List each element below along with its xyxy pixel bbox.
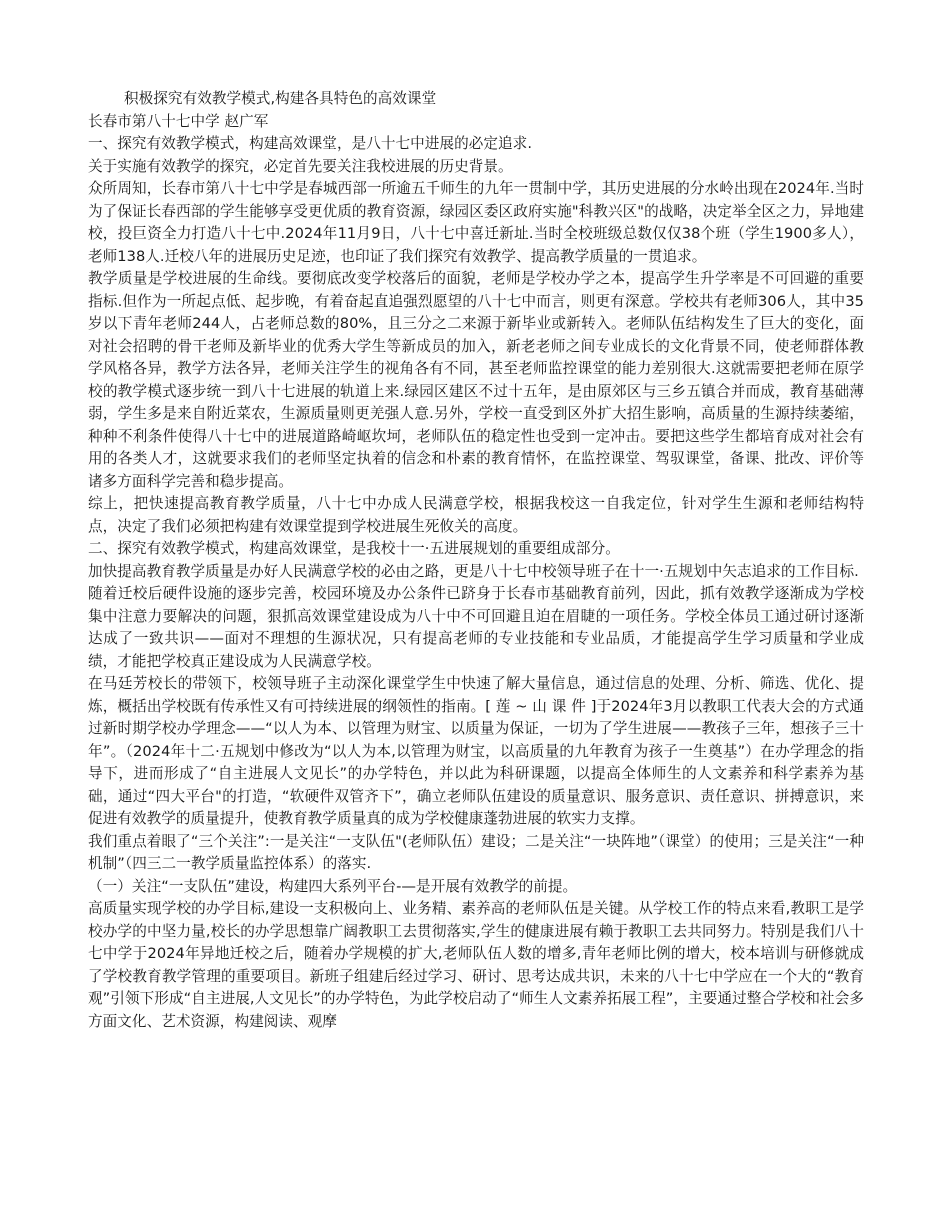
paragraph: 高质量实现学校的办学目标,建设一支积极向上、业务精、素养高的老师队伍是关键。从学校工作的特点来看,教职工是学校办学的中坚力量,校长的办学思想靠广阔教职工去贯彻落实,学生的健康进展有赖于教职工去共同努力。特别是我们八十七中学于2024年异地迁校之后，随着办学规模的扩大,老师队伍人数的增多,青年老师比例的增大，校本培训与研修就成了学校教育教学管理的重要项目。新班子组建后经过学习、研讨、思考达成共识，未来的八十七中学应在一个大的“教育观”引领下形成“自主进展,人文见长”的办学特色，为此学校启动了“师生人文素养拓展工程”，主要通过整合学校和社会多方面文化、艺术资源，构建阅读、观摩	[88, 900, 864, 1030]
document-byline: 长春市第八十七中学 赵广军	[88, 112, 269, 130]
paragraph: 我们重点着眼了“三个关注”:一是关注“一支队伍"(老师队伍）建设；二是关注“一块阵地”（课堂）的使用；三是关注“一种机制”（四三二一教学质量监控体系）的落实.	[88, 832, 864, 872]
paragraph: 综上，把快速提高教育教学质量，八十七中办成人民满意学校，根据我校这一自我定位，针对学生生源和老师结构特点，决定了我们必须把构建有效课堂提到学校进展生死攸关的高度。	[88, 495, 864, 535]
paragraph: 二、探究有效教学模式，构建高效课堂，是我校十一·五进展规划的重要组成部分。	[88, 540, 620, 557]
paragraph: 加快提高教育教学质量是办好人民满意学校的必由之路，更是八十七中校领导班子在十一·五规划中矢志追求的工作目标.	[88, 562, 859, 580]
document-page	[88, 88, 864, 1033]
paragraph: 关于实施有效教学的探究，必定首先要关注我校进展的历史背景。	[88, 157, 513, 175]
paragraph: （一）关注“一支队伍”建设，构建四大系列平台-—是开展有效教学的前提。	[88, 877, 578, 895]
paragraph: 教学质量是学校进展的生命线。要彻底改变学校落后的面貌，老师是学校办学之本，提高学生升学率是不可回避的重要指标.但作为一所起点低、起步晚，有着奋起直追强烈愿望的八十七中而言，则更有深意。学校共有老师306人，其中35岁以下青年老师244人，占老师总数的80%，且三分之二来源于新毕业或新转入。老师队伍结构发生了巨大的变化，面对社会招聘的骨干老师及新毕业的优秀大学生等新成员的加入，新老老师之间专业成长的文化背景不同，使老师群体教学风格各异，教学方法各异，老师关注学生的视角各有不同，甚至老师监控课堂的能力差别很大.这就需要把老师在原学校的教学模式逐步统一到八十七进展的轨道上来.绿园区建区不过十五年，是由原郊区与三乡五镇合并而成，教育基础薄弱，学生多是来自附近菜农，生源质量则更羌强人意.另外，学校一直受到区外扩大招生影响，高质量的生源持续萎缩，种种不利条件使得八十七中的进展道路崎岖坎坷，老师队伍的稳定性也受到一定冲击。要把这些学生都培育成对社会有用的各类人才，这就要求我们的老师坚定执着的信念和朴素的教育情怀，在监控课堂、驾驭课堂，备课、批改、评价等诸多方面科学完善和稳步提高。	[88, 270, 864, 490]
paragraph: 众所周知，长春市第八十七中学是春城西部一所逾五千师生的九年一贯制中学，其历史进展的分水岭出现在2024年.当时为了保证长春西部的学生能够享受更优质的教育资源，绿园区委区政府实施"科教兴区"的战略，决定举全区之力，异地建校，投巨资全力打造八十七中.2024年11月9日，八十七中喜迁新址.当时全校班级总数仅仅38个班（学生1900多人），老师138人.迁校八年的进展历史足迹，也印证了我们探究有效教学、提高教学质量的一贯追求。	[88, 180, 864, 265]
paragraph: 随着迁校后硬件设施的逐步完善，校园环境及办公条件已跻身于长春市基础教育前列，因此，抓有效教学逐渐成为学校集中注意力要解决的问题，狠抓高效课堂建设成为八十中不可回避且迫在眉睫的一项任务。学校全体员工通过研讨逐渐达成了一致共识——面对不理想的生源状况，只有提高老师的专业技能和专业品质，才能提高学生学习质量和学业成绩，才能把学校真正建设成为人民满意学校。	[88, 585, 864, 670]
paragraph: 在马廷芳校长的带领下，校领导班子主动深化课堂学生中快速了解大量信息，通过信息的处理、分析、筛选、优化、提炼，概括出学校既有传承性又有可持续进展的纲领性的指南。[ 莲 ~ 山 课 件 ]于2024年3月以教职工代表大会的方式通过新时期学校办学理念——“以人为本、以管理为财宝、以质量为保证，一切为了学生进展——教孩子三年，想孩子三十年”。（2024年十二·五规划中修改为“以人为本,以管理为财宝，以高质量的九年教育为孩子一生奠基”）在办学理念的指导下，进而形成了“自主进展人文见长”的办学特色，并以此为科研课题，以提高全体师生的人文素养和科学素养为基础，通过“四大平台"的打造，“软硬件双管齐下”，确立老师队伍建设的质量意识、服务意识、责任意识、拼搏意识，来促进有效教学的质量提升，使教育教学质量真的成为学校健康蓬勃进展的软实力支撑。	[88, 675, 864, 827]
paragraph: 一、探究有效教学模式，构建高效课堂，是八十七中进展的必定追求.	[88, 135, 533, 152]
document-title: 积极探究有效教学模式,构建各具特色的高效课堂	[124, 90, 437, 107]
